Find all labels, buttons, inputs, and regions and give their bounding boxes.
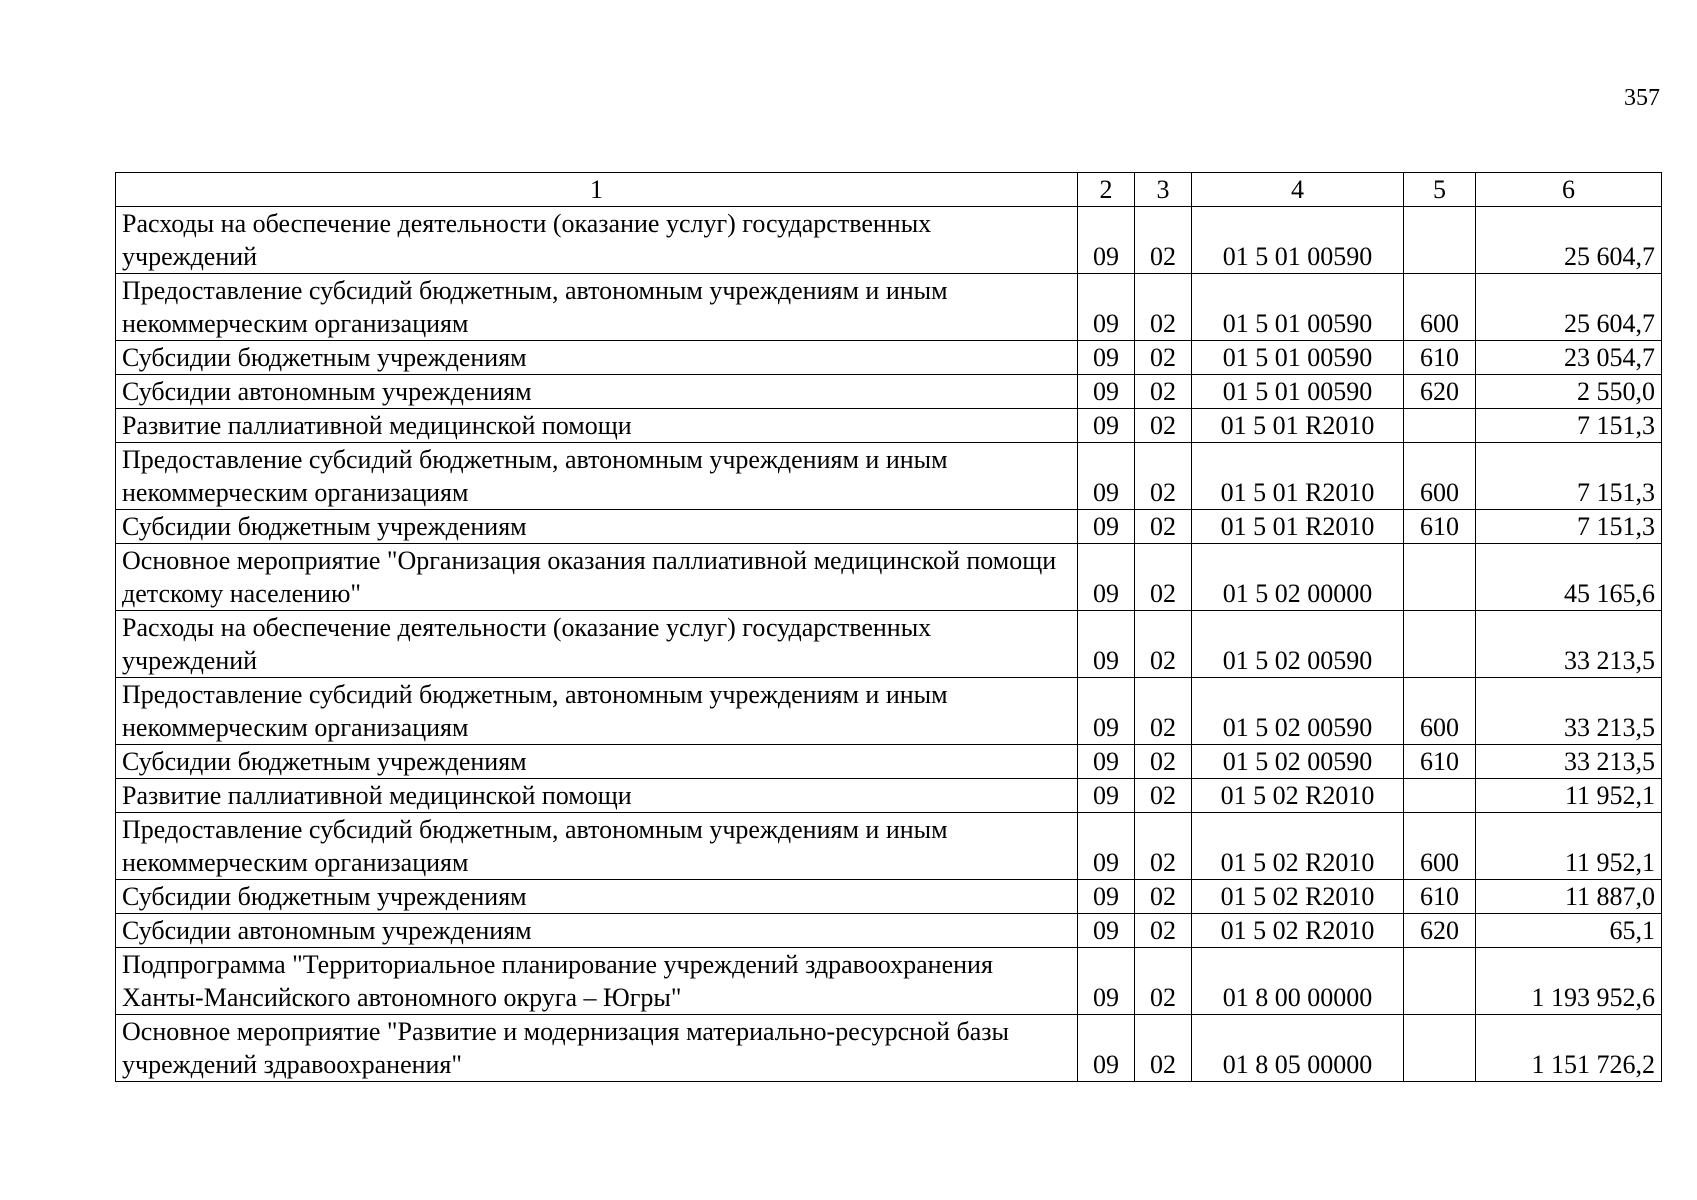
row-expense-type bbox=[1404, 544, 1476, 611]
header-col-4: 4 bbox=[1192, 173, 1404, 207]
row-amount: 65,1 bbox=[1476, 914, 1662, 948]
row-section: 09 bbox=[1078, 813, 1135, 880]
page-number: 357 bbox=[1624, 85, 1660, 111]
row-section: 09 bbox=[1078, 409, 1135, 443]
row-subsection: 02 bbox=[1135, 341, 1192, 375]
row-subsection: 02 bbox=[1135, 409, 1192, 443]
row-target-code: 01 5 01 R2010 bbox=[1192, 510, 1404, 544]
row-amount: 11 952,1 bbox=[1476, 779, 1662, 813]
table-row bbox=[116, 544, 1662, 611]
row-target-code: 01 5 01 00590 bbox=[1192, 341, 1404, 375]
row-name: Субсидии бюджетным учреждениям bbox=[116, 510, 1078, 544]
row-section: 09 bbox=[1078, 880, 1135, 914]
row-name: Предоставление субсидий бюджетным, автономным учреждениям и иным некоммерческим организациям bbox=[116, 443, 1078, 510]
table-row bbox=[116, 207, 1662, 274]
row-target-code: 01 5 02 00590 bbox=[1192, 611, 1404, 678]
row-expense-type: 600 bbox=[1404, 678, 1476, 745]
row-amount: 1 193 952,6 bbox=[1476, 948, 1662, 1015]
row-target-code: 01 5 01 00590 bbox=[1192, 375, 1404, 409]
row-expense-type: 600 bbox=[1404, 813, 1476, 880]
table-row bbox=[116, 375, 1662, 409]
row-expense-type: 610 bbox=[1404, 745, 1476, 779]
row-subsection: 02 bbox=[1135, 880, 1192, 914]
row-name: Субсидии бюджетным учреждениям bbox=[116, 341, 1078, 375]
row-name: Предоставление субсидий бюджетным, автономным учреждениям и иным некоммерческим организациям bbox=[116, 678, 1078, 745]
row-section: 09 bbox=[1078, 274, 1135, 341]
table-row bbox=[116, 409, 1662, 443]
row-amount: 45 165,6 bbox=[1476, 544, 1662, 611]
row-section: 09 bbox=[1078, 779, 1135, 813]
header-row bbox=[116, 173, 1662, 207]
row-amount: 33 213,5 bbox=[1476, 678, 1662, 745]
row-section: 09 bbox=[1078, 375, 1135, 409]
row-expense-type: 600 bbox=[1404, 274, 1476, 341]
row-amount: 7 151,3 bbox=[1476, 409, 1662, 443]
row-expense-type: 610 bbox=[1404, 880, 1476, 914]
table-row bbox=[116, 678, 1662, 745]
row-target-code: 01 5 02 00590 bbox=[1192, 678, 1404, 745]
row-section: 09 bbox=[1078, 678, 1135, 745]
row-name: Предоставление субсидий бюджетным, автономным учреждениям и иным некоммерческим организациям bbox=[116, 813, 1078, 880]
row-name: Субсидии автономным учреждениям bbox=[116, 914, 1078, 948]
row-expense-type: 600 bbox=[1404, 443, 1476, 510]
table-row bbox=[116, 611, 1662, 678]
header-col-1: 1 bbox=[116, 173, 1078, 207]
row-expense-type: 620 bbox=[1404, 914, 1476, 948]
table-row bbox=[116, 443, 1662, 510]
row-section: 09 bbox=[1078, 443, 1135, 510]
row-subsection: 02 bbox=[1135, 1015, 1192, 1082]
row-subsection: 02 bbox=[1135, 544, 1192, 611]
row-amount: 11 887,0 bbox=[1476, 880, 1662, 914]
row-name: Развитие паллиативной медицинской помощи bbox=[116, 409, 1078, 443]
table-row bbox=[116, 1015, 1662, 1082]
row-name: Субсидии бюджетным учреждениям bbox=[116, 880, 1078, 914]
row-expense-type: 620 bbox=[1404, 375, 1476, 409]
header-col-2: 2 bbox=[1078, 173, 1135, 207]
row-expense-type bbox=[1404, 948, 1476, 1015]
row-expense-type bbox=[1404, 207, 1476, 274]
row-target-code: 01 8 05 00000 bbox=[1192, 1015, 1404, 1082]
row-section: 09 bbox=[1078, 207, 1135, 274]
row-name: Подпрограмма "Территориальное планирование учреждений здравоохранения Ханты-Мансийского автономного округа – Югры" bbox=[116, 948, 1078, 1015]
row-subsection: 02 bbox=[1135, 779, 1192, 813]
row-target-code: 01 5 02 R2010 bbox=[1192, 914, 1404, 948]
row-amount: 23 054,7 bbox=[1476, 341, 1662, 375]
header-col-6: 6 bbox=[1476, 173, 1662, 207]
table-row bbox=[116, 813, 1662, 880]
row-name: Субсидии автономным учреждениям bbox=[116, 375, 1078, 409]
row-name: Основное мероприятие "Организация оказания паллиативной медицинской помощи детскому населению" bbox=[116, 544, 1078, 611]
row-section: 09 bbox=[1078, 1015, 1135, 1082]
row-expense-type: 610 bbox=[1404, 510, 1476, 544]
row-section: 09 bbox=[1078, 544, 1135, 611]
row-name: Расходы на обеспечение деятельности (оказание услуг) государственных учреждений bbox=[116, 611, 1078, 678]
row-subsection: 02 bbox=[1135, 443, 1192, 510]
table-row bbox=[116, 880, 1662, 914]
row-target-code: 01 5 01 00590 bbox=[1192, 274, 1404, 341]
row-subsection: 02 bbox=[1135, 611, 1192, 678]
table-row bbox=[116, 274, 1662, 341]
row-name: Развитие паллиативной медицинской помощи bbox=[116, 779, 1078, 813]
table-row bbox=[116, 914, 1662, 948]
table-body bbox=[116, 207, 1662, 1082]
row-target-code: 01 8 00 00000 bbox=[1192, 948, 1404, 1015]
row-amount: 25 604,7 bbox=[1476, 274, 1662, 341]
row-subsection: 02 bbox=[1135, 375, 1192, 409]
row-subsection: 02 bbox=[1135, 207, 1192, 274]
table-row bbox=[116, 779, 1662, 813]
row-name: Основное мероприятие "Развитие и модернизация материально-ресурсной базы учреждений здравоохранения" bbox=[116, 1015, 1078, 1082]
row-section: 09 bbox=[1078, 948, 1135, 1015]
row-subsection: 02 bbox=[1135, 745, 1192, 779]
row-subsection: 02 bbox=[1135, 914, 1192, 948]
row-expense-type: 610 bbox=[1404, 341, 1476, 375]
row-expense-type bbox=[1404, 409, 1476, 443]
row-subsection: 02 bbox=[1135, 948, 1192, 1015]
row-subsection: 02 bbox=[1135, 274, 1192, 341]
header-col-5: 5 bbox=[1404, 173, 1476, 207]
row-amount: 25 604,7 bbox=[1476, 207, 1662, 274]
row-name: Предоставление субсидий бюджетным, автономным учреждениям и иным некоммерческим организациям bbox=[116, 274, 1078, 341]
row-amount: 7 151,3 bbox=[1476, 510, 1662, 544]
row-target-code: 01 5 01 00590 bbox=[1192, 207, 1404, 274]
table-row bbox=[116, 510, 1662, 544]
row-section: 09 bbox=[1078, 510, 1135, 544]
row-subsection: 02 bbox=[1135, 510, 1192, 544]
row-target-code: 01 5 02 00590 bbox=[1192, 745, 1404, 779]
table-row bbox=[116, 948, 1662, 1015]
row-target-code: 01 5 02 R2010 bbox=[1192, 779, 1404, 813]
row-target-code: 01 5 02 00000 bbox=[1192, 544, 1404, 611]
row-target-code: 01 5 02 R2010 bbox=[1192, 880, 1404, 914]
row-amount: 11 952,1 bbox=[1476, 813, 1662, 880]
row-amount: 1 151 726,2 bbox=[1476, 1015, 1662, 1082]
row-target-code: 01 5 02 R2010 bbox=[1192, 813, 1404, 880]
row-subsection: 02 bbox=[1135, 678, 1192, 745]
row-expense-type bbox=[1404, 1015, 1476, 1082]
row-name: Расходы на обеспечение деятельности (оказание услуг) государственных учреждений bbox=[116, 207, 1078, 274]
table-row bbox=[116, 745, 1662, 779]
row-section: 09 bbox=[1078, 914, 1135, 948]
row-expense-type bbox=[1404, 611, 1476, 678]
row-amount: 7 151,3 bbox=[1476, 443, 1662, 510]
row-target-code: 01 5 01 R2010 bbox=[1192, 443, 1404, 510]
row-amount: 33 213,5 bbox=[1476, 745, 1662, 779]
row-target-code: 01 5 01 R2010 bbox=[1192, 409, 1404, 443]
row-amount: 33 213,5 bbox=[1476, 611, 1662, 678]
row-section: 09 bbox=[1078, 745, 1135, 779]
header-col-3: 3 bbox=[1135, 173, 1192, 207]
row-amount: 2 550,0 bbox=[1476, 375, 1662, 409]
row-section: 09 bbox=[1078, 611, 1135, 678]
budget-table bbox=[115, 172, 1662, 1082]
table-row bbox=[116, 341, 1662, 375]
row-expense-type bbox=[1404, 779, 1476, 813]
row-subsection: 02 bbox=[1135, 813, 1192, 880]
row-name: Субсидии бюджетным учреждениям bbox=[116, 745, 1078, 779]
row-section: 09 bbox=[1078, 341, 1135, 375]
